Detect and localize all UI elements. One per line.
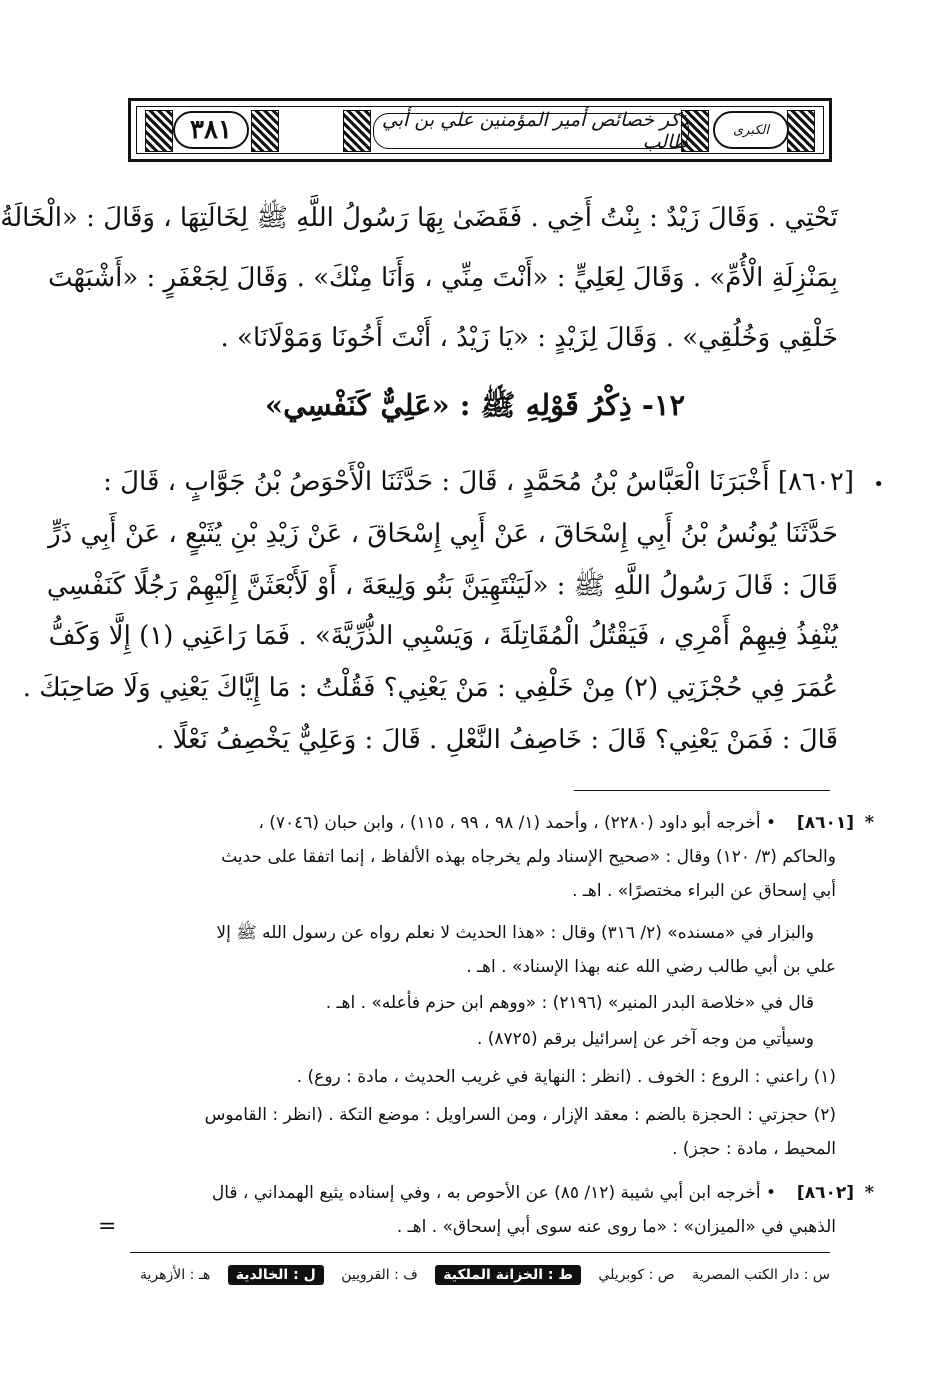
footnote-line: وسيأتي من وجه آخر عن إسرائيل برقم (٨٧٢٥) .: [476, 1029, 814, 1049]
hadith-line: قَالَ : قَالَ رَسُولُ اللَّهِ ﷺ : «لَيَنْتَهِيَنَّ بَنُو وَلِيعَةَ ، أَوْ لَأَبْعَثَنَّ إِلَيْهِمْ رَجُلًا كَنَفْسِي: [46, 571, 838, 601]
footnote-line: علي بن أبي طالب رضي الله عنه بهذا الإسناد» . اهـ .: [466, 957, 836, 977]
footnote-line: أبي إسحاق عن البراء مختصرًا» . اهـ .: [572, 881, 836, 901]
hadith-line: قَالَ : فَمَنْ يَعْنِي؟ قَالَ : خَاصِفُ النَّعْلِ . قَالَ : وَعَلِيٌّ يَخْصِفُ نَعْلًا .: [156, 725, 838, 755]
footnote-line: المحيط ، مادة : حجز) .: [672, 1139, 836, 1159]
footnote-separator: [574, 790, 830, 791]
text-line: بِمَنْزِلَةِ الْأُمِّ» . وَقَالَ لِعَلِيٍّ : «أَنْتَ مِنِّي ، وَأَنَا مِنْكَ» . وَقَالَ لِجَعْفَرٍ : «أَشْبَهْتَ: [47, 263, 838, 293]
footnote-line: قال في «خلاصة البدر المنير» (٢١٩٦) : «ووهم ابن حزم فأعله» . اهـ .: [325, 993, 814, 1013]
footnote-line: الذهبي في «الميزان» : «ما روى عنه سوى أبي إسحاق» . اهـ .: [396, 1217, 836, 1237]
legend-separator: [130, 1252, 830, 1253]
ornament-knot-icon: [343, 110, 371, 152]
ornament-knot-icon: [787, 110, 815, 152]
star-icon: *: [864, 1182, 874, 1203]
text-line: خَلْقِي وَخُلُقِي» . وَقَالَ لِزَيْدٍ : «يَا زَيْدُ ، أَنْتَ أَخُونَا وَمَوْلَانَا» .: [220, 323, 838, 353]
legend-item-highlight: ط : الخزانة الملكية: [435, 1265, 581, 1285]
legend-item: هـ : الأزهرية: [140, 1267, 211, 1283]
page-header: [128, 98, 832, 162]
legend-item-highlight: ل : الخالدية: [228, 1265, 324, 1285]
footnote-line: والبزار في «مسنده» (٢/ ٣١٦) وقال : «هذا الحديث لا نعلم رواه عن رسول الله ﷺ إلا: [216, 923, 814, 943]
manuscript-legend: [140, 1262, 830, 1288]
footnote-line: (١) راعني : الروع : الخوف . (انظر : النهاية في غريب الحديث ، مادة : روع) .: [296, 1067, 836, 1087]
hadith-line: يُنْفِذُ فِيهِمْ أَمْرِي ، فَيَقْتُلُ الْمُقَاتِلَةَ ، وَيَسْبِي الذُّرِّيَّةَ» . فَمَا رَاعَنِي (١) إِلَّا وَكَفُّ: [48, 621, 838, 651]
ornament-knot-icon: [145, 110, 173, 152]
footnote-line: والحاكم (٣/ ١٢٠) وقال : «صحيح الإسناد ولم يخرجاه بهذه الألفاظ ، إنما اتفقا على حديث: [221, 847, 836, 867]
footnote-line: (٢) حجزتي : الحجزة بالضم : معقد الإزار ، ومن السراويل : موضع التكة . (انظر : القاموس: [204, 1105, 836, 1125]
page-number: ٣٨١: [173, 111, 249, 149]
bullet-icon: •: [873, 474, 884, 495]
legend-item: س : دار الكتب المصرية: [692, 1267, 830, 1283]
star-icon: *: [864, 812, 874, 833]
footnote-ref-number: [٨٦٠١]: [796, 813, 854, 833]
footnote-ref-number: [٨٦٠٢]: [796, 1183, 854, 1203]
ornament-knot-icon: [251, 110, 279, 152]
book-seal-logo: الكبرى: [713, 111, 789, 149]
footnote-line: • أخرجه ابن أبي شيبة (١٢/ ٨٥) عن الأحوص به ، وفي إسناده يثيع الهمداني ، قال: [211, 1183, 776, 1203]
hadith-line: حَدَّثَنَا يُونُسُ بْنُ أَبِي إِسْحَاقَ ، عَنْ أَبِي إِسْحَاقَ ، عَنْ زَيْدِ بْنِ يُثَيْعٍ ، عَنْ أَبِي ذَرٍّ: [48, 519, 838, 549]
hadith-line: عُمَرَ فِي حُجْزَتِي (٢) مِنْ خَلْفِي : مَنْ يَعْنِي؟ فَقُلْتُ : مَا إِيَّاكَ يَعْنِي وَلَا صَاحِبَكَ .: [22, 673, 838, 703]
text-line: تَحْتِي . وَقَالَ زَيْدٌ : بِنْتُ أَخِي . فَقَضَىٰ بِهَا رَسُولُ اللَّهِ ﷺ لِخَالَتِهَا ، وَقَالَ : «الْخَالَةُ: [0, 203, 838, 233]
hadith-line: [٨٦٠٢] أَخْبَرَنَا الْعَبَّاسُ بْنُ مُحَمَّدٍ ، قَالَ : حَدَّثَنَا الْأَحْوَصُ بْنُ جَوَّابٍ ، قَالَ :: [103, 467, 854, 497]
legend-item: ف : القرويين: [341, 1267, 418, 1283]
section-heading: ١٢- ذِكْرُ قَوْلِهِ ﷺ : «عَلِيٌّ كَنَفْسِي»: [264, 388, 686, 422]
running-title: ذكر خصائص أمير المؤمنين علي بن أبي طالب: [373, 113, 689, 149]
legend-item: ص : كوبريلي: [598, 1267, 675, 1283]
continuation-mark: =: [98, 1214, 117, 1239]
footnote-line: • أخرجه أبو داود (٢٢٨٠) ، وأحمد (١/ ٩٨ ، ٩٩ ، ١١٥) ، وابن حبان (٧٠٤٦) ،: [258, 813, 776, 833]
